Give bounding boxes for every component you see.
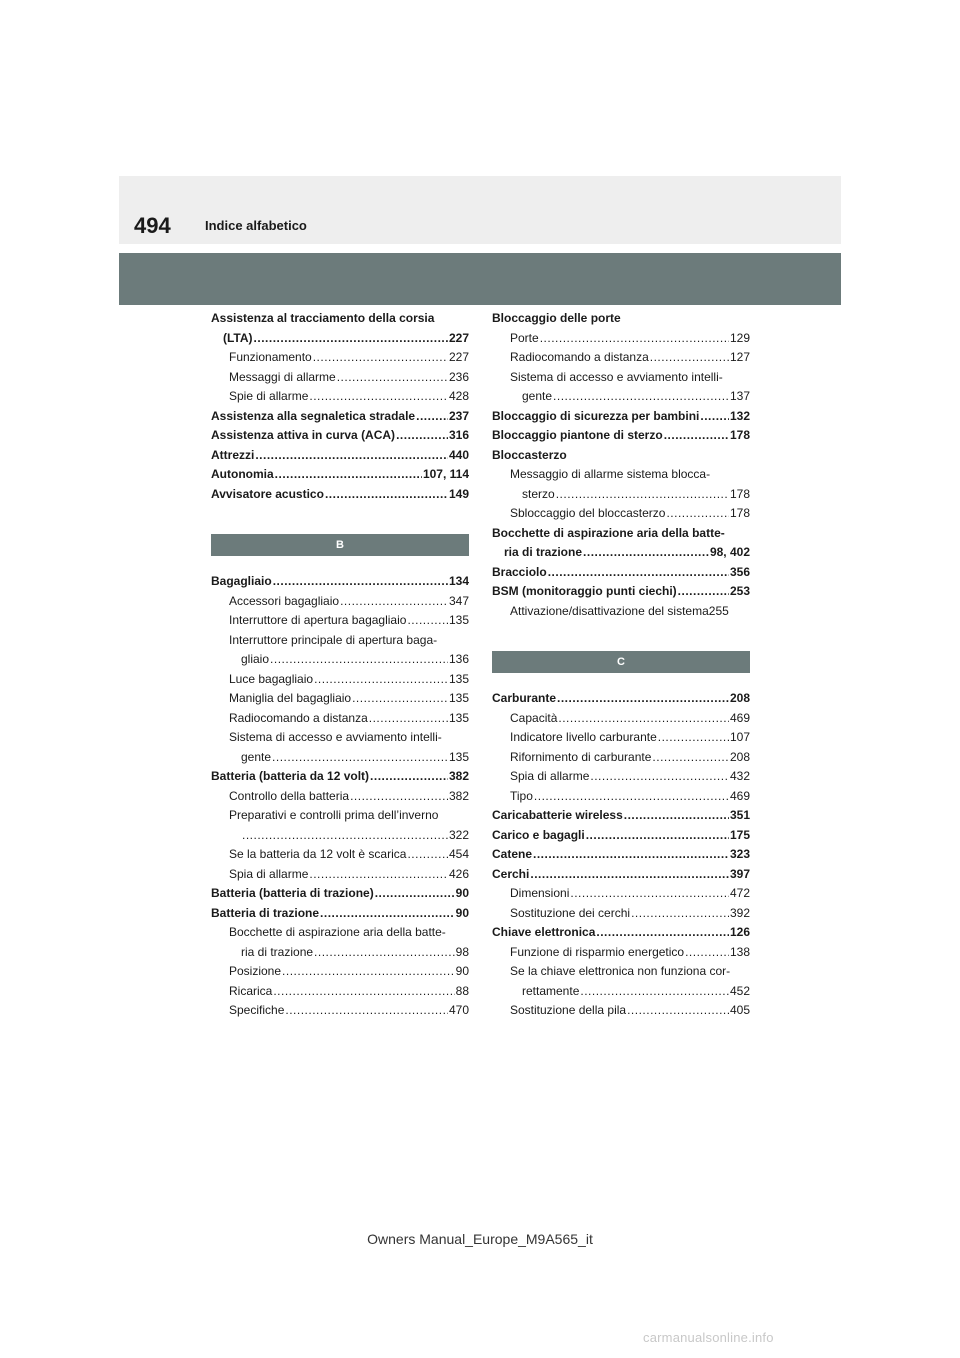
index-entry	[211, 611, 469, 631]
entry-label: Specifiche	[229, 1003, 285, 1017]
index-entry	[211, 787, 469, 807]
dot-leader	[583, 543, 709, 563]
entry-page-number: 426	[448, 866, 469, 881]
index-entry	[211, 982, 469, 1002]
index-column-left	[211, 309, 469, 1021]
dot-leader	[309, 865, 448, 885]
index-group-a	[211, 309, 469, 504]
entry-label: Attrezzi	[211, 447, 255, 462]
entry-page-number: 469	[729, 788, 750, 803]
entry-label: Accessori bagagliaio	[229, 593, 340, 608]
dot-leader	[350, 787, 448, 807]
dot-leader	[586, 826, 729, 846]
entry-label: gliaio	[241, 652, 270, 666]
dot-leader	[556, 485, 729, 505]
entry-page-number: 98, 402	[709, 545, 750, 559]
dot-leader	[407, 611, 448, 631]
entry-label: Ricarica	[229, 983, 273, 998]
entry-label: Bagagliaio	[211, 574, 272, 588]
entry-page-number: 136	[448, 652, 469, 666]
dot-leader	[590, 767, 729, 787]
dot-leader	[553, 387, 729, 407]
entry-label: Posizione	[229, 964, 282, 978]
index-entry	[492, 982, 750, 1002]
dot-leader	[275, 465, 422, 485]
index-group-b	[211, 572, 469, 1021]
entry-label: ria di trazione	[504, 545, 583, 559]
entry-page-number: 90	[455, 905, 469, 920]
entry-page-number: 347	[448, 593, 469, 608]
index-entry	[211, 329, 469, 349]
index-entry	[492, 309, 750, 329]
index-entry	[211, 348, 469, 368]
dot-leader	[666, 504, 729, 524]
entry-page-number: 255	[708, 603, 729, 618]
entry-label: Capacità	[510, 710, 558, 725]
entry-label: Funzione di risparmio energetico	[510, 944, 685, 959]
index-entry	[492, 943, 750, 963]
dot-leader	[270, 650, 448, 670]
dot-leader	[658, 728, 729, 748]
entry-label: Spie di allarme	[229, 389, 309, 403]
entry-label: rettamente	[522, 983, 580, 998]
section-title: Indice alfabetico	[205, 218, 307, 233]
index-entry	[211, 748, 469, 768]
entry-page-number: 253	[729, 584, 750, 598]
entry-label: Avvisatore acustico	[211, 486, 324, 501]
index-entry	[211, 407, 469, 427]
entry-page-number: 237	[448, 408, 469, 423]
index-entry	[492, 426, 750, 446]
entry-page-number: 178	[729, 486, 750, 501]
entry-page-number: 392	[729, 905, 750, 920]
dot-leader	[652, 748, 729, 768]
index-entry	[211, 387, 469, 407]
entry-label: Sostituzione dei cerchi	[510, 905, 631, 920]
entry-page-number: 138	[729, 944, 750, 959]
index-entry	[492, 446, 750, 466]
entry-page-number: 397	[729, 866, 750, 881]
entry-label: Dimensioni	[510, 886, 570, 900]
index-entry	[492, 923, 750, 943]
entry-label: Sostituzione della pila	[510, 1003, 627, 1017]
entry-page-number: 405	[729, 1003, 750, 1017]
chapter-banner	[119, 253, 841, 305]
dot-leader	[416, 407, 448, 427]
dot-leader	[631, 904, 729, 924]
entry-label: Rifornimento di carburante	[510, 749, 652, 764]
index-entry: Se la chiave elettronica non funziona cor-	[510, 964, 731, 978]
entry-label: Attivazione/disattivazione del sistema	[510, 603, 709, 618]
index-entry	[492, 329, 750, 349]
entry-label: sterzo	[522, 486, 555, 501]
entry-page-number: 127	[729, 350, 750, 364]
entry-label: Se la batteria da 12 volt è scarica	[229, 847, 407, 861]
index-entry	[492, 884, 750, 904]
entry-label: Batteria (batteria da 12 volt)	[211, 769, 370, 783]
dot-leader	[352, 689, 448, 709]
entry-page-number: 134	[448, 574, 469, 588]
entry-page-number: 178	[729, 428, 750, 442]
entry-page-number: 129	[729, 330, 750, 345]
entry-page-number: 470	[448, 1003, 469, 1017]
dot-leader	[272, 748, 448, 768]
entry-page-number: 135	[448, 613, 469, 627]
entry-page-number: 98	[455, 944, 469, 959]
entry-page-number: 132	[729, 408, 750, 423]
entry-page-number: 135	[448, 691, 469, 705]
dot-leader	[548, 563, 729, 583]
entry-page-number: 323	[729, 847, 750, 861]
index-entry	[211, 865, 469, 885]
dot-leader	[650, 348, 729, 368]
watermark: carmanualsonline.info	[643, 1330, 774, 1345]
dot-leader	[254, 329, 448, 349]
dot-leader	[340, 592, 448, 612]
index-entry	[211, 962, 469, 982]
dot-leader	[337, 368, 448, 388]
index-entry	[492, 787, 750, 807]
entry-page-number: 137	[729, 389, 750, 403]
dot-leader	[540, 329, 729, 349]
index-entry: Bocchette di aspirazione aria della batte-	[492, 525, 725, 540]
entry-label: Bloccaggio di sicurezza per bambini	[492, 408, 700, 423]
entry-label: Carburante	[492, 691, 557, 705]
dot-leader	[407, 845, 448, 865]
entry-label: Indicatore livello carburante	[510, 730, 657, 744]
dot-leader	[325, 485, 448, 505]
entry-page-number: 208	[729, 749, 750, 764]
index-entry	[211, 485, 469, 505]
entry-page-number: 469	[729, 710, 750, 725]
index-entry	[211, 943, 469, 963]
entry-page-number: 472	[729, 886, 750, 900]
entry-page-number: 432	[729, 769, 750, 783]
entry-label: Interruttore di apertura bagagliaio	[229, 613, 407, 627]
index-entry	[211, 368, 469, 388]
entry-page-number: 149	[448, 486, 469, 501]
entry-label: Controllo della batteria	[229, 788, 350, 803]
entry-label: Assistenza alla segnaletica stradale	[211, 408, 416, 423]
index-entry: Sistema di accesso e avviamento intelli-	[229, 730, 442, 744]
entry-label: Bloccaggio delle porte	[492, 311, 621, 325]
index-entry	[492, 845, 750, 865]
footer-manual-id: Owners Manual_Europe_M9A565_it	[367, 1231, 593, 1247]
entry-label: gente	[522, 389, 553, 403]
index-entry: Sistema di accesso e avviamento intelli-	[510, 369, 723, 384]
dot-leader	[396, 426, 448, 446]
index-entry	[492, 407, 750, 427]
index-entry	[492, 387, 750, 407]
entry-label: BSM (monitoraggio punti ciechi)	[492, 584, 677, 598]
entry-label: Bloccaggio piantone di sterzo	[492, 428, 663, 442]
entry-page-number: 356	[729, 564, 750, 579]
header-bar	[119, 176, 841, 244]
dot-leader	[314, 943, 455, 963]
dot-leader	[309, 387, 448, 407]
dot-leader	[242, 826, 448, 846]
index-entry	[211, 826, 469, 846]
entry-label: Autonomia	[211, 467, 274, 481]
entry-page-number: 107	[729, 730, 750, 744]
dot-leader	[314, 670, 448, 690]
entry-page-number: 126	[729, 925, 750, 939]
index-entry	[211, 904, 469, 924]
entry-page-number: 428	[448, 389, 469, 403]
dot-leader	[285, 1001, 448, 1021]
index-entry	[211, 689, 469, 709]
entry-page-number: 135	[448, 671, 469, 686]
entry-label: (LTA)	[223, 330, 253, 345]
entry-page-number: 175	[729, 827, 750, 842]
index-entry	[492, 504, 750, 524]
letter-divider-c: C	[492, 651, 750, 673]
entry-label: Funzionamento	[229, 350, 312, 364]
entry-page-number: 322	[448, 827, 469, 842]
entry-page-number: 236	[448, 369, 469, 384]
dot-leader	[558, 709, 729, 729]
index-entry	[211, 572, 469, 592]
entry-page-number: 178	[729, 506, 750, 520]
index-entry	[492, 709, 750, 729]
dot-leader	[627, 1001, 729, 1021]
entry-page-number: 452	[729, 983, 750, 998]
dot-leader	[530, 865, 729, 885]
entry-page-number: 382	[448, 788, 469, 803]
dot-leader	[557, 689, 729, 709]
index-entry: Bocchette di aspirazione aria della batte-	[229, 925, 446, 939]
entry-page-number: 88	[455, 983, 469, 998]
entry-label: Porte	[510, 330, 539, 345]
index-entry	[211, 767, 469, 787]
dot-leader	[685, 943, 729, 963]
dot-leader	[534, 787, 729, 807]
entry-page-number: 382	[448, 769, 469, 783]
index-entry	[211, 1001, 469, 1021]
index-entry	[492, 806, 750, 826]
index-entry	[492, 767, 750, 787]
dot-leader	[580, 982, 729, 1002]
index-entry	[211, 426, 469, 446]
entry-page-number: 208	[729, 691, 750, 705]
index-entry	[492, 728, 750, 748]
index-entry	[492, 748, 750, 768]
dot-leader	[370, 767, 448, 787]
entry-label: Tipo	[510, 788, 533, 803]
entry-page-number: 454	[448, 847, 469, 861]
entry-label: gente	[241, 749, 272, 764]
dot-leader	[570, 884, 729, 904]
dot-leader	[320, 904, 455, 924]
entry-label: Messaggi di allarme	[229, 369, 336, 384]
entry-label: Radiocomando a distanza	[229, 710, 368, 725]
index-entry	[492, 348, 750, 368]
dot-leader	[596, 923, 729, 943]
dot-leader	[678, 582, 729, 602]
entry-label: Luce bagagliaio	[229, 671, 314, 686]
page-number: 494	[134, 213, 171, 238]
index-entry	[492, 865, 750, 885]
entry-label: Radiocomando a distanza	[510, 350, 649, 364]
index-entry	[492, 543, 750, 563]
entry-page-number: 351	[729, 808, 750, 822]
dot-leader	[369, 709, 448, 729]
index-entry	[492, 563, 750, 583]
entry-page-number: 227	[448, 350, 469, 364]
index-entry	[492, 1001, 750, 1021]
entry-label: Bloccasterzo	[492, 447, 567, 462]
index-entry: Assistenza al tracciamento della corsia	[211, 311, 435, 325]
index-entry: Preparativi e controlli prima dell’inverno	[229, 808, 439, 822]
index-entry	[492, 485, 750, 505]
entry-label: Caricabatterie wireless	[492, 808, 623, 822]
index-column-right	[492, 309, 750, 1021]
index-entry: Interruttore principale di apertura baga-	[229, 632, 438, 647]
index-entry	[211, 709, 469, 729]
index-entry: Messaggio di allarme sistema blocca-	[510, 467, 711, 481]
dot-leader	[273, 572, 448, 592]
index-entry	[211, 592, 469, 612]
letter-divider-b: B	[211, 534, 469, 556]
index-group-b-continued	[492, 309, 750, 621]
dot-leader	[313, 348, 448, 368]
entry-page-number: 227	[448, 330, 469, 345]
index-entry	[492, 582, 750, 602]
dot-leader	[282, 962, 455, 982]
index-entry	[492, 826, 750, 846]
entry-page-number: 135	[448, 749, 469, 764]
entry-label: Cerchi	[492, 866, 530, 881]
dot-leader	[533, 845, 729, 865]
dot-leader	[624, 806, 729, 826]
entry-label: Spia di allarme	[510, 769, 590, 783]
dot-leader	[375, 884, 455, 904]
index-entry	[211, 884, 469, 904]
dot-leader	[273, 982, 454, 1002]
index-entry	[492, 689, 750, 709]
entry-label: Maniglia del bagagliaio	[229, 691, 352, 705]
entry-label: Bracciolo	[492, 564, 547, 579]
entry-label: Catene	[492, 847, 533, 861]
entry-page-number: 440	[448, 447, 469, 462]
dot-leader	[700, 407, 729, 427]
index-entry	[492, 904, 750, 924]
index-group-c	[492, 689, 750, 1021]
index-entry	[211, 446, 469, 466]
entry-label: Batteria (batteria di trazione)	[211, 886, 374, 900]
entry-label: Batteria di trazione	[211, 905, 320, 920]
entry-page-number: 316	[448, 428, 469, 442]
index-entry	[211, 845, 469, 865]
entry-page-number: 90	[455, 964, 469, 978]
entry-label: Spia di allarme	[229, 866, 309, 881]
dot-leader	[255, 446, 448, 466]
entry-label: Assistenza attiva in curva (ACA)	[211, 428, 396, 442]
index-entry	[211, 670, 469, 690]
entry-page-number: 107, 114	[422, 467, 469, 481]
entry-label: ria di trazione	[241, 944, 314, 959]
entry-label: Carico e bagagli	[492, 827, 585, 842]
dot-leader	[664, 426, 729, 446]
entry-label: Chiave elettronica	[492, 925, 596, 939]
entry-label: Sbloccaggio del bloccasterzo	[510, 506, 666, 520]
index-entry	[211, 650, 469, 670]
entry-page-number: 90	[455, 886, 469, 900]
index-entry	[492, 602, 750, 622]
index-entry	[211, 465, 469, 485]
entry-page-number: 135	[448, 710, 469, 725]
